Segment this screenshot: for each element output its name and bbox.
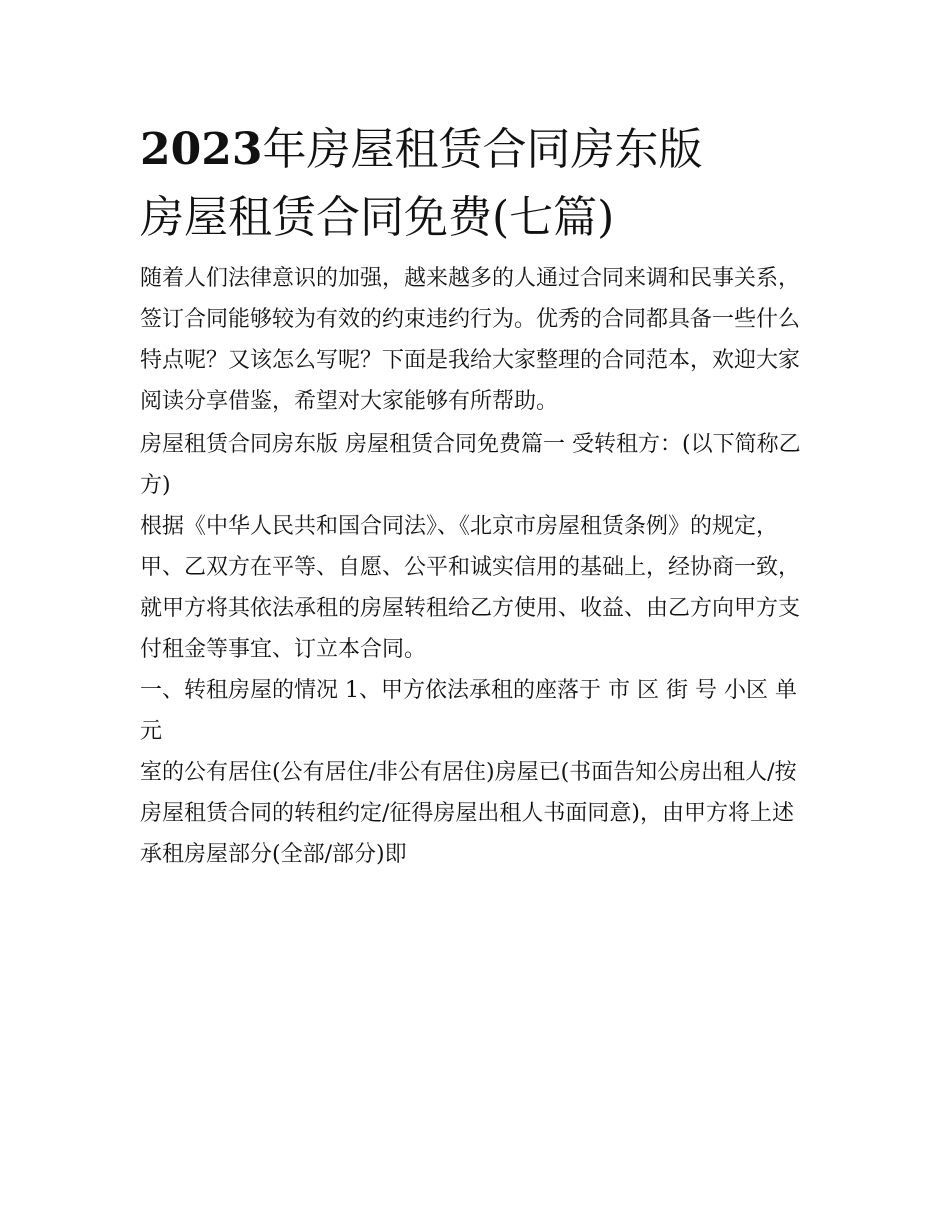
title-line-1-text: 年房屋租赁合同房东版	[262, 124, 703, 175]
paragraph-section-heading: 房屋租赁合同房东版 房屋租赁合同免费篇一 受转租方：(以下简称乙方)	[140, 432, 801, 498]
title-year: 2023	[140, 124, 263, 175]
title-line-2: 房屋租赁合同免费(七篇)	[140, 192, 615, 243]
paragraph-intro: 随着人们法律意识的加强，越来越多的人通过合同来调和民事关系，签订合同能够较为有效的约束违约行为。优秀的合同都具备一些什么特点呢？又该怎么写呢？下面是我给大家整理的合同范本，欢迎大家阅读分享借鉴，希望对大家能够有所帮助。	[140, 266, 801, 414]
document-title	[140, 116, 812, 252]
paragraph-clause-1: 一、转租房屋的情况 1、甲方依法承租的座落于 市 区 街 号 小区 单元	[140, 678, 797, 744]
title-line-1	[140, 116, 812, 184]
paragraph-legal-basis: 根据《中华人民共和国合同法》、《北京市房屋租赁条例》的规定，甲、乙双方在平等、自愿、公平和诚实信用的基础上，经协商一致，就甲方将其依法承租的房屋转租给乙方使用、收益、由乙方向甲方支付租金等事宜、订立本合同。	[140, 514, 801, 662]
paragraph-clause-1-continued: 室的公有居住(公有居住/非公有居住)房屋已(书面告知公房出租人/按房屋租赁合同的转租约定/征得房屋出租人书面同意)，由甲方将上述承租房屋部分(全部/部分)即	[140, 760, 797, 867]
document-body	[140, 116, 812, 875]
